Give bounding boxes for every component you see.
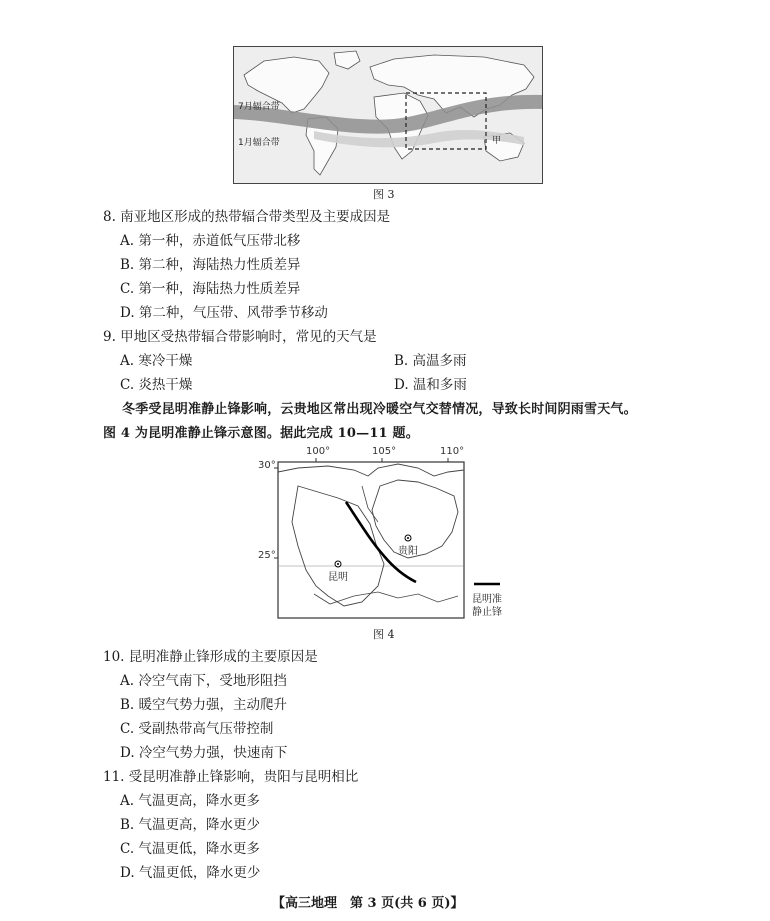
q10-option-c: C. 受副热带高气压带控制 <box>120 721 274 737</box>
q8-option-d: D. 第二种，气压带、风带季节移动 <box>120 305 328 321</box>
q10-option-d: D. 冷空气势力强，快速南下 <box>120 745 288 761</box>
kunming-front-map-graphic <box>258 446 508 624</box>
lon-label-105: 105° <box>372 446 397 457</box>
figure3-caption: 图 3 <box>373 188 395 201</box>
lat-label-25: 25° <box>258 550 276 561</box>
world-map-graphic <box>234 47 542 183</box>
city-label-guiyang: 贵阳 <box>398 546 418 557</box>
figure4-map <box>258 446 508 624</box>
question-10-stem: 10. 昆明准静止锋形成的主要原因是 <box>103 649 318 665</box>
q11-option-b: B. 气温更高，降水更少 <box>120 817 261 833</box>
figure3-map <box>233 46 543 184</box>
q9-option-d: D. 温和多雨 <box>394 377 467 393</box>
page-footer: 【高三地理 第 3 页(共 6 页)】 <box>272 896 464 911</box>
kunming-dot <box>337 563 339 565</box>
q8-option-c: C. 第一种，海陆热力性质差异 <box>120 281 301 297</box>
q9-option-b: B. 高温多雨 <box>394 353 467 369</box>
legend-label-line1: 昆明准 <box>472 594 502 605</box>
label-jia: 甲 <box>492 136 502 146</box>
lon-label-110: 110° <box>440 446 465 457</box>
figure4-caption: 图 4 <box>373 628 395 641</box>
q10-option-b: B. 暖空气势力强，主动爬升 <box>120 697 288 713</box>
guiyang-dot <box>407 537 409 539</box>
q11-option-a: A. 气温更高，降水更多 <box>120 793 260 809</box>
q9-option-c: C. 炎热干燥 <box>120 377 193 393</box>
q11-option-c: C. 气温更低，降水更多 <box>120 841 260 857</box>
label-january-itcz: 1月辐合带 <box>238 138 280 148</box>
intro-line-1: 冬季受昆明准静止锋影响，云贵地区常出现冷暖空气交替情况，导致长时间阴雨雪天气。 <box>122 402 637 417</box>
question-9-stem: 9. 甲地区受热带辐合带影响时，常见的天气是 <box>103 329 377 345</box>
city-label-kunming: 昆明 <box>328 572 348 583</box>
lat-label-30: 30° <box>258 460 276 471</box>
q9-option-a: A. 寒冷干燥 <box>120 353 193 369</box>
intro-line-2: 图 4 为昆明准静止锋示意图。据此完成 10—11 题。 <box>103 426 419 441</box>
q10-option-a: A. 冷空气南下，受地形阻挡 <box>120 673 287 689</box>
q11-option-d: D. 气温更低，降水更少 <box>120 865 261 881</box>
label-july-itcz: 7月辐合带 <box>238 102 280 112</box>
q8-option-b: B. 第二种，海陆热力性质差异 <box>120 257 301 273</box>
legend-label-line2: 静止锋 <box>472 607 502 618</box>
lon-label-100: 100° <box>306 446 331 457</box>
q8-option-a: A. 第一种，赤道低气压带北移 <box>120 233 301 249</box>
question-8-stem: 8. 南亚地区形成的热带辐合带类型及主要成因是 <box>103 209 391 225</box>
question-11-stem: 11. 受昆明准静止锋影响，贵阳与昆明相比 <box>103 769 359 785</box>
